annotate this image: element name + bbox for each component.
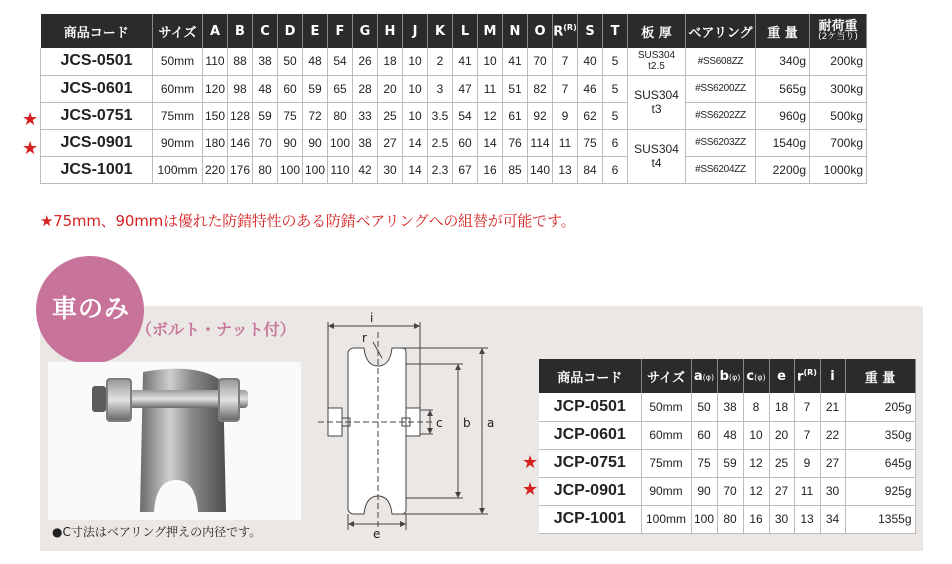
jcp-cell-r: 7	[794, 421, 820, 449]
jcp-header-b	[717, 359, 743, 393]
jcs-cell-f: 65	[328, 75, 353, 102]
header-size: サイズ	[153, 14, 203, 48]
jcs-cell-bearing: #SS6202ZZ	[686, 102, 756, 129]
jcp-cell-weight: 350g	[845, 421, 915, 449]
jcp-cell-weight: 645g	[845, 449, 915, 477]
jcs-header-row	[41, 14, 867, 48]
jcs-cell-weight: 565g	[756, 75, 810, 102]
jcs-cell-e: 48	[303, 48, 328, 75]
header-code: 商品コード	[41, 14, 153, 48]
dim-label-c: c	[436, 416, 443, 430]
jcs-row-jcs-1001	[41, 156, 867, 183]
jcs-cell-o: 70	[528, 48, 553, 75]
jcs-cell-j: 14	[403, 129, 428, 156]
dimension-drawing	[318, 312, 518, 540]
jcs-cell-o: 140	[528, 156, 553, 183]
jcs-cell-h: 27	[378, 129, 403, 156]
jcs-cell-g: 38	[353, 129, 378, 156]
jcs-cell-h: 25	[378, 102, 403, 129]
jcs-cell-code: JCS-1001	[41, 156, 153, 183]
header-h: H	[378, 14, 403, 48]
badge-title: 車のみ	[52, 294, 131, 323]
jcp-cell-a: 100	[691, 505, 717, 533]
jcp-cell-b: 38	[717, 393, 743, 421]
dim-label-r: r	[362, 331, 367, 345]
jcs-cell-b: 88	[228, 48, 253, 75]
jcs-cell-h: 18	[378, 48, 403, 75]
jcs-cell-f: 100	[328, 129, 353, 156]
jcp-cell-weight: 925g	[845, 477, 915, 505]
jcs-cell-l: 60	[453, 129, 478, 156]
jcp-cell-size: 100mm	[641, 505, 691, 533]
jcs-cell-e: 100	[303, 156, 328, 183]
header-bearing: ベアリング	[686, 14, 756, 48]
jcs-cell-r: 9	[553, 102, 578, 129]
jcs-cell-c: 59	[253, 102, 278, 129]
jcp-cell-e: 20	[769, 421, 794, 449]
jcp-cell-e: 30	[769, 505, 794, 533]
jcp-cell-a: 75	[691, 449, 717, 477]
header-a: A	[203, 14, 228, 48]
jcp-cell-i: 21	[820, 393, 845, 421]
jcp-cell-b: 48	[717, 421, 743, 449]
jcs-cell-k: 2.5	[428, 129, 453, 156]
jcp-header-r	[794, 359, 820, 393]
rust-proof-note: ★75mm、90mmは優れた防錆特性のある防錆ベアリングへの組替が可能です。	[40, 212, 576, 230]
jcs-cell-k: 3	[428, 75, 453, 102]
star-mark-jcp-0751: ★	[522, 452, 539, 473]
jcs-cell-load: 700kg	[810, 129, 867, 156]
jcp-cell-size: 75mm	[641, 449, 691, 477]
jcs-cell-g: 26	[353, 48, 378, 75]
jcp-cell-r: 11	[794, 477, 820, 505]
jcs-cell-b: 98	[228, 75, 253, 102]
thickness-material: SUS304	[634, 88, 679, 102]
jcs-row-jcs-0751	[41, 102, 867, 129]
jcp-cell-c: 12	[743, 449, 769, 477]
jcp-header-weight: 重 量	[845, 359, 915, 393]
dim-label-e: e	[373, 527, 381, 540]
jcs-cell-m: 11	[478, 75, 503, 102]
jcs-cell-l: 47	[453, 75, 478, 102]
header-t: T	[603, 14, 628, 48]
dim-label-b: b	[463, 416, 471, 430]
jcp-cell-c: 10	[743, 421, 769, 449]
header-e: E	[303, 14, 328, 48]
jcs-cell-n: 51	[503, 75, 528, 102]
jcs-cell-thickness	[628, 48, 686, 75]
jcs-cell-e: 59	[303, 75, 328, 102]
dim-label-i: i	[370, 312, 374, 325]
jcp-cell-r: 13	[794, 505, 820, 533]
jcs-cell-k: 2.3	[428, 156, 453, 183]
jcp-cell-a: 60	[691, 421, 717, 449]
jcs-cell-j: 10	[403, 48, 428, 75]
jcs-cell-r: 7	[553, 48, 578, 75]
jcp-cell-c: 16	[743, 505, 769, 533]
jcp-cell-a: 50	[691, 393, 717, 421]
jcs-cell-f: 110	[328, 156, 353, 183]
jcs-cell-weight: 2200g	[756, 156, 810, 183]
jcs-cell-load: 500kg	[810, 102, 867, 129]
jcs-cell-c: 48	[253, 75, 278, 102]
jcs-cell-t: 6	[603, 129, 628, 156]
jcs-cell-b: 176	[228, 156, 253, 183]
star-mark-jcs-0751: ★	[22, 109, 39, 130]
jcs-cell-k: 3.5	[428, 102, 453, 129]
jcs-cell-e: 90	[303, 129, 328, 156]
jcp-header-size: サイズ	[641, 359, 691, 393]
jcs-cell-n: 61	[503, 102, 528, 129]
jcs-cell-j: 10	[403, 75, 428, 102]
jcs-cell-code: JCS-0601	[41, 75, 153, 102]
jcp-cell-c: 12	[743, 477, 769, 505]
jcs-cell-r: 7	[553, 75, 578, 102]
jcp-header-a-phi: (φ)	[702, 372, 715, 382]
thickness-material: SUS304	[634, 142, 679, 156]
jcs-cell-size: 75mm	[153, 102, 203, 129]
jcs-cell-t: 5	[603, 102, 628, 129]
jcs-cell-m: 12	[478, 102, 503, 129]
jcp-header-c-label: c	[746, 368, 755, 384]
jcs-cell-code: JCS-0901	[41, 129, 153, 156]
jcs-cell-t: 6	[603, 156, 628, 183]
jcs-cell-m: 10	[478, 48, 503, 75]
jcs-cell-l: 54	[453, 102, 478, 129]
header-f: F	[328, 14, 353, 48]
jcs-row-jcs-0501	[41, 48, 867, 75]
header-k: K	[428, 14, 453, 48]
header-g: G	[353, 14, 378, 48]
jcs-cell-d: 90	[278, 129, 303, 156]
header-load-sub: (2ケ当り)	[818, 32, 858, 42]
header-thickness: 板 厚	[628, 14, 686, 48]
jcp-cell-weight: 1355g	[845, 505, 915, 533]
jcs-cell-n: 85	[503, 156, 528, 183]
jcs-row-jcs-0601	[41, 75, 867, 102]
jcp-cell-i: 22	[820, 421, 845, 449]
jcp-cell-code: JCP-0901	[539, 477, 641, 505]
header-b: B	[228, 14, 253, 48]
thickness-value: t2.5	[648, 61, 665, 73]
jcp-header-e: e	[769, 359, 794, 393]
wheel-dimension-diagram	[318, 312, 518, 540]
jcs-cell-d: 100	[278, 156, 303, 183]
jcp-spec-table	[539, 359, 916, 534]
jcp-header-i: i	[820, 359, 845, 393]
jcs-cell-t: 5	[603, 48, 628, 75]
star-mark-jcp-0901: ★	[522, 479, 539, 500]
jcp-cell-r: 9	[794, 449, 820, 477]
jcs-cell-a: 150	[203, 102, 228, 129]
jcs-cell-r: 13	[553, 156, 578, 183]
jcs-cell-weight: 1540g	[756, 129, 810, 156]
badge-subtitle: （ボルト・ナット付）	[136, 320, 296, 339]
jcp-cell-b: 80	[717, 505, 743, 533]
jcs-cell-m: 16	[478, 156, 503, 183]
jcs-cell-s: 84	[578, 156, 603, 183]
jcs-cell-a: 220	[203, 156, 228, 183]
jcp-row-jcp-1001	[539, 505, 915, 533]
dim-label-a: a	[487, 416, 495, 430]
jcp-header-r-label: r	[797, 369, 804, 385]
jcs-cell-a: 180	[203, 129, 228, 156]
wheel-photo-image	[48, 362, 301, 520]
jcs-cell-f: 54	[328, 48, 353, 75]
jcs-cell-g: 33	[353, 102, 378, 129]
jcs-cell-d: 60	[278, 75, 303, 102]
jcs-cell-size: 50mm	[153, 48, 203, 75]
jcs-cell-t: 5	[603, 75, 628, 102]
jcs-cell-bearing: #SS6203ZZ	[686, 129, 756, 156]
jcs-cell-c: 70	[253, 129, 278, 156]
jcp-header-a-label: a	[693, 368, 703, 384]
jcs-cell-bearing: #SS6200ZZ	[686, 75, 756, 102]
header-load	[810, 14, 867, 48]
jcs-cell-b: 146	[228, 129, 253, 156]
jcs-cell-j: 14	[403, 156, 428, 183]
jcp-header-row	[539, 359, 915, 393]
jcp-cell-code: JCP-0601	[539, 421, 641, 449]
header-m: M	[478, 14, 503, 48]
header-s: S	[578, 14, 603, 48]
jcs-cell-o: 82	[528, 75, 553, 102]
jcp-cell-b: 59	[717, 449, 743, 477]
jcs-cell-o: 92	[528, 102, 553, 129]
header-d: D	[278, 14, 303, 48]
jcs-cell-j: 10	[403, 102, 428, 129]
jcp-header-r-sup: (R)	[803, 367, 817, 377]
header-load-label: 耐荷重	[818, 19, 858, 34]
jcp-row-jcp-0501	[539, 393, 915, 421]
jcp-cell-e: 18	[769, 393, 794, 421]
jcp-row-jcp-0901	[539, 477, 915, 505]
jcp-cell-e: 25	[769, 449, 794, 477]
jcp-header-c	[743, 359, 769, 393]
jcs-cell-load: 200kg	[810, 48, 867, 75]
jcs-cell-bearing: #SS608ZZ	[686, 48, 756, 75]
jcp-row-jcp-0751	[539, 449, 915, 477]
jcs-cell-o: 114	[528, 129, 553, 156]
jcp-cell-size: 60mm	[641, 421, 691, 449]
c-dimension-note: ●C寸法はベアリング押えの内径です。	[52, 525, 262, 539]
header-r-sup: (R)	[563, 22, 577, 32]
jcs-cell-a: 110	[203, 48, 228, 75]
header-c: C	[253, 14, 278, 48]
jcs-cell-s: 46	[578, 75, 603, 102]
jcs-cell-c: 38	[253, 48, 278, 75]
jcp-cell-code: JCP-1001	[539, 505, 641, 533]
jcs-cell-load: 1000kg	[810, 156, 867, 183]
jcp-cell-size: 50mm	[641, 393, 691, 421]
jcs-cell-size: 60mm	[153, 75, 203, 102]
jcp-header-a	[691, 359, 717, 393]
header-r	[553, 14, 578, 48]
jcp-header-b-label: b	[719, 368, 729, 384]
jcs-cell-r: 11	[553, 129, 578, 156]
jcs-cell-size: 90mm	[153, 129, 203, 156]
star-mark-jcs-0901: ★	[22, 138, 39, 159]
jcs-row-jcs-0901	[41, 129, 867, 156]
jcs-cell-n: 41	[503, 48, 528, 75]
jcs-cell-b: 128	[228, 102, 253, 129]
header-j: J	[403, 14, 428, 48]
jcs-cell-c: 80	[253, 156, 278, 183]
jcs-cell-m: 14	[478, 129, 503, 156]
thickness-value: t3	[651, 102, 662, 116]
jcs-cell-size: 100mm	[153, 156, 203, 183]
jcp-cell-i: 34	[820, 505, 845, 533]
jcp-cell-code: JCP-0751	[539, 449, 641, 477]
header-weight: 重 量	[756, 14, 810, 48]
jcs-cell-h: 30	[378, 156, 403, 183]
jcp-header-code: 商品コード	[539, 359, 641, 393]
jcs-cell-thickness	[628, 75, 686, 129]
jcs-cell-s: 62	[578, 102, 603, 129]
jcp-cell-code: JCP-0501	[539, 393, 641, 421]
thickness-material: SUS304	[637, 50, 676, 62]
jcp-cell-i: 27	[820, 449, 845, 477]
jcs-spec-table	[40, 14, 867, 184]
jcp-cell-a: 90	[691, 477, 717, 505]
header-o: O	[528, 14, 553, 48]
header-r-label: R	[553, 24, 564, 40]
jcs-cell-k: 2	[428, 48, 453, 75]
wheel-photo	[48, 362, 301, 520]
jcs-cell-bearing: #SS6204ZZ	[686, 156, 756, 183]
jcp-header-b-phi: (φ)	[728, 372, 741, 382]
jcp-cell-i: 30	[820, 477, 845, 505]
jcp-cell-e: 27	[769, 477, 794, 505]
jcs-cell-h: 20	[378, 75, 403, 102]
thickness-value: t4	[651, 156, 662, 170]
jcs-cell-s: 40	[578, 48, 603, 75]
jcs-cell-g: 42	[353, 156, 378, 183]
jcp-cell-size: 90mm	[641, 477, 691, 505]
jcs-cell-d: 50	[278, 48, 303, 75]
header-n: N	[503, 14, 528, 48]
jcs-cell-load: 300kg	[810, 75, 867, 102]
jcs-cell-code: JCS-0751	[41, 102, 153, 129]
jcs-cell-a: 120	[203, 75, 228, 102]
jcs-cell-g: 28	[353, 75, 378, 102]
jcp-cell-c: 8	[743, 393, 769, 421]
jcs-cell-l: 67	[453, 156, 478, 183]
jcs-cell-weight: 960g	[756, 102, 810, 129]
jcp-row-jcp-0601	[539, 421, 915, 449]
jcp-cell-r: 7	[794, 393, 820, 421]
jcs-cell-thickness	[628, 129, 686, 183]
jcs-cell-weight: 340g	[756, 48, 810, 75]
jcs-cell-d: 75	[278, 102, 303, 129]
jcs-cell-e: 72	[303, 102, 328, 129]
jcp-header-c-phi: (φ)	[754, 372, 766, 382]
jcp-cell-b: 70	[717, 477, 743, 505]
header-l: L	[453, 14, 478, 48]
jcs-cell-f: 80	[328, 102, 353, 129]
jcs-cell-s: 75	[578, 129, 603, 156]
jcs-cell-n: 76	[503, 129, 528, 156]
jcs-cell-l: 41	[453, 48, 478, 75]
jcp-cell-weight: 205g	[845, 393, 915, 421]
jcs-cell-code: JCS-0501	[41, 48, 153, 75]
